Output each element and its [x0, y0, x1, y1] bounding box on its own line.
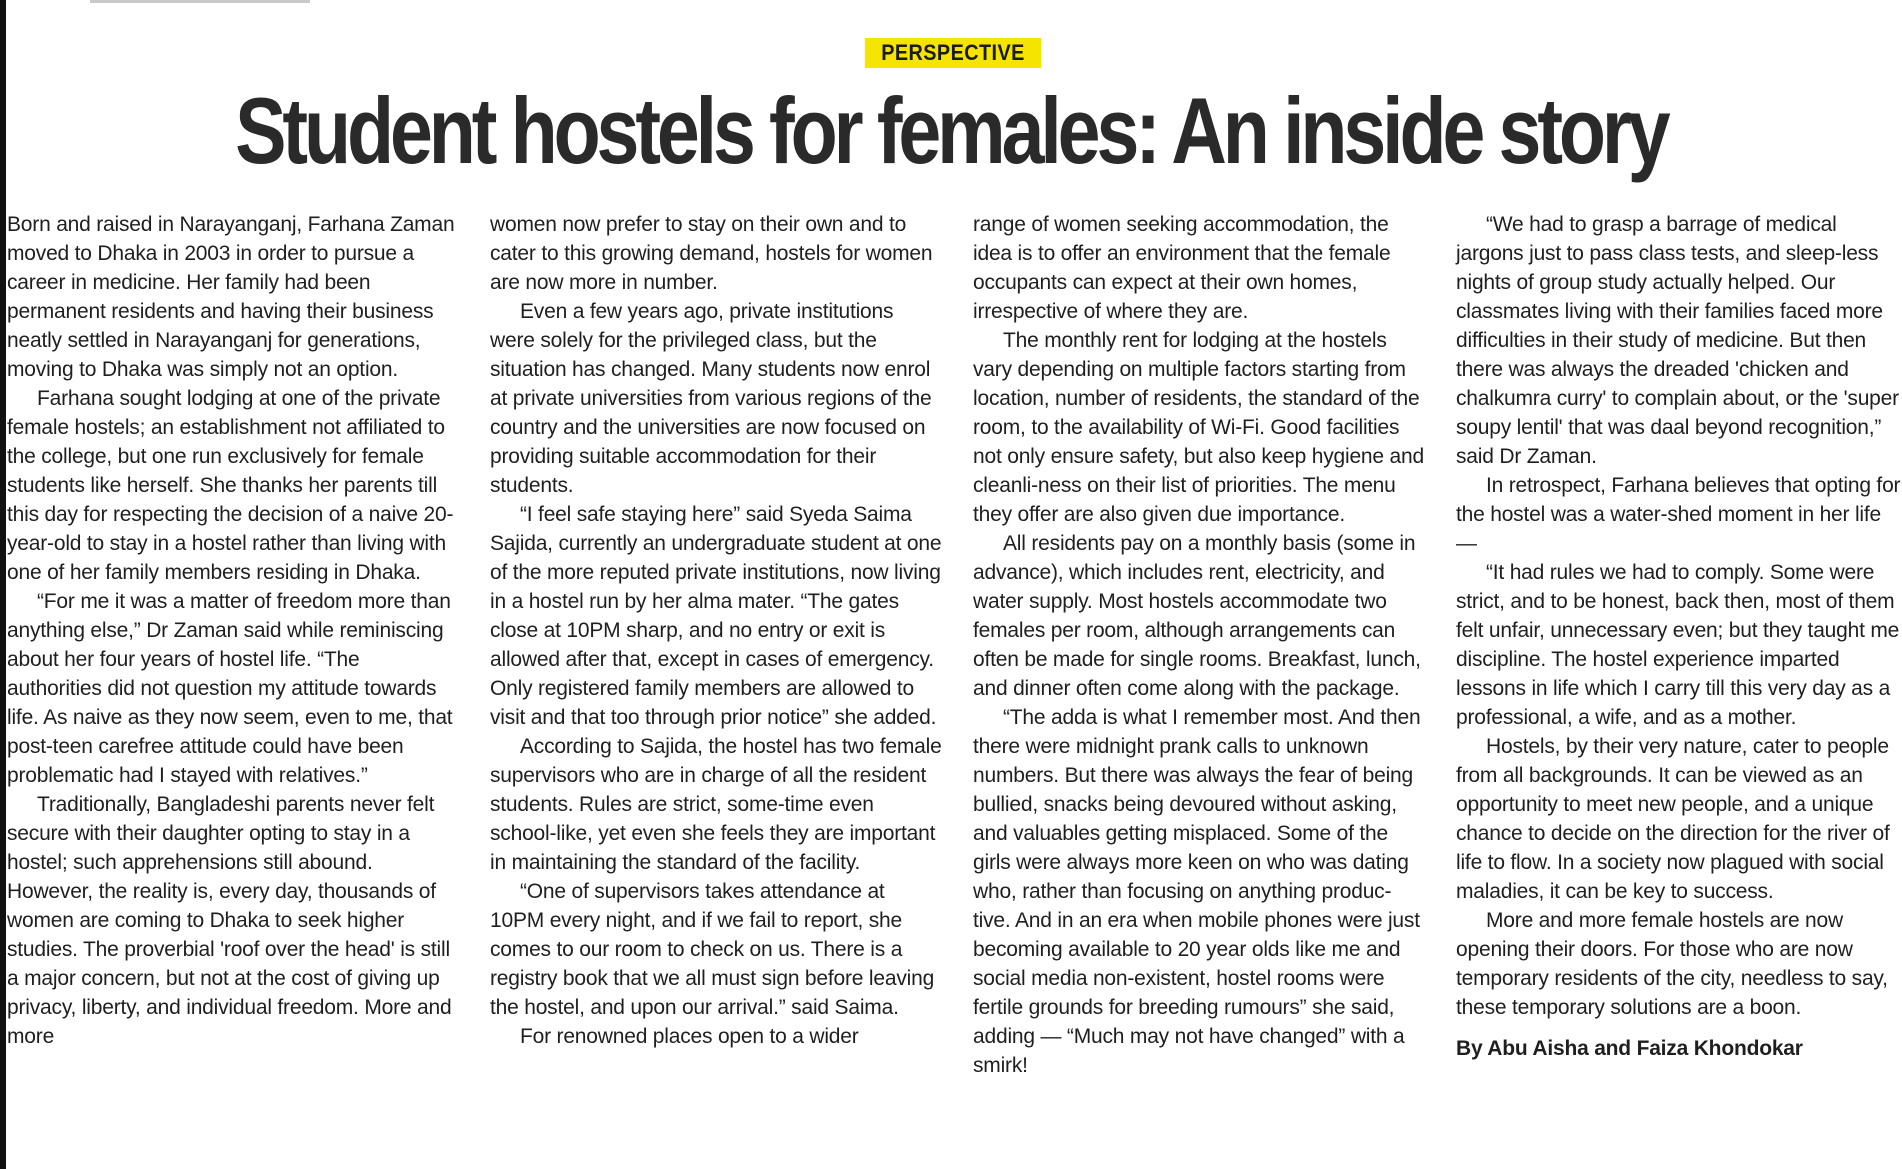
paragraph: For renowned places open to a wider: [520, 1025, 859, 1048]
paragraph: All residents pay on a monthly basis (some in advance), which includes rent, electricity, and water supply. Most hostels accommodate two females per room, although arrangements can often be made for single rooms. Breakfast, lunch, and dinner often come along with the package.: [973, 532, 1421, 700]
article-byline: By Abu Aisha and Faiza Khondokar: [1456, 1037, 1803, 1060]
paragraph: range of women seeking accommodation, the idea is to offer an environment that the female occupants can expect at their own homes, irrespective of where they are.: [973, 213, 1391, 323]
article-headline: Student hostels for females: An inside story: [235, 78, 1667, 183]
article-column-4: [1456, 210, 1902, 1063]
paragraph: In retrospect, Farhana believes that opting for the hostel was a water-shed moment in her life —: [1456, 474, 1901, 555]
paragraph: The monthly rent for lodging at the hostels vary depending on multiple factors starting from location, number of residents, the standard of the room, to the availability of Wi-Fi. Good facilities not only ensure safety, but also keep hygiene and cleanli-ness on their list of priorities. The menu they offer are also given due importance.: [973, 329, 1424, 526]
paragraph: “I feel safe staying here” said Syeda Saima Sajida, currently an undergraduate student at one of the more reputed private institutions, now living in a hostel run by her alma mater. “The gates close at 10PM sharp, and no entry or exit is allowed after that, except in cases of emergency. Only registered family members are allowed to visit and that too through prior notice” she added.: [490, 503, 942, 729]
top-page-strip: [90, 0, 310, 3]
paragraph: women now prefer to stay on their own and to cater to this growing demand, hostels for women are now more in number.: [490, 213, 933, 294]
paragraph: “The adda is what I remember most. And then there were midnight prank calls to unknown numbers. But there was always the fear of being bullied, snacks being devoured without asking, and valuables getting misplaced. Some of the girls were always more keen on who was dating who, rather than focusing on anything produc-tive. And in an era when mobile phones were just becoming available to 20 year olds like me and social media non-existent, hostel rooms were fertile grounds for breeding rumours” she said, adding — “Much may not have changed” with a smirk!: [973, 706, 1421, 1077]
paragraph: Farhana sought lodging at one of the private female hostels; an establishment not affiliated to the college, but one run exclusively for female students like herself. She thanks her parents till this day for respecting the decision of a naive 20-year-old to stay in a hostel rather than living with one of her family members residing in Dhaka.: [7, 387, 454, 584]
article-column-2: [490, 210, 942, 1051]
paragraph: Hostels, by their very nature, cater to people from all backgrounds. It can be viewed as an opportunity to meet new people, and a unique chance to decide on the direction for the river of life to flow. In a society now plagued with social maladies, it can be key to success.: [1456, 735, 1890, 903]
article-column-3: [973, 210, 1425, 1080]
section-kicker-label: PERSPECTIVE: [865, 38, 1041, 68]
left-margin-rule: [0, 0, 6, 1169]
paragraph: “For me it was a matter of freedom more than anything else,” Dr Zaman said while reminiscing about her four years of hostel life. “The authorities did not question my attitude towards life. As naive as they now seem, even to me, that post-teen carefree attitude could have been problematic had I stayed with relatives.”: [7, 590, 453, 787]
paragraph: Traditionally, Bangladeshi parents never felt secure with their daughter opting to stay in a hostel; such apprehensions still abound. However, the reality is, every day, thousands of women are coming to Dhaka to seek higher studies. The proverbial 'roof over the head' is still a major concern, but not at the cost of giving up privacy, liberty, and individual freedom. More and more: [7, 793, 452, 1048]
paragraph: “It had rules we had to comply. Some were strict, and to be honest, back then, most of them felt unfair, unnecessary even; but they taught me discipline. The hostel experience imparted lessons in life which I carry till this very day as a professional, a wife, and as a mother.: [1456, 561, 1900, 729]
paragraph: Even a few years ago, private institutions were solely for the privileged class, but the situation has changed. Many students now enrol at private universities from various regions of the country and the universities are now focused on providing suitable accommodation for their students.: [490, 300, 932, 497]
paragraph: “One of supervisors takes attendance at 10PM every night, and if we fail to report, she comes to our room to check on us. There is a registry book that we all must sign before leaving the hostel, and upon our arrival.” said Saima.: [490, 880, 935, 1019]
paragraph: Born and raised in Narayanganj, Farhana Zaman moved to Dhaka in 2003 in order to pursue a career in medicine. Her family had been permanent residents and having their business neatly settled in Narayanganj for generations, moving to Dhaka was simply not an option.: [7, 213, 455, 381]
article-column-1: [7, 210, 459, 1051]
paragraph: “We had to grasp a barrage of medical jargons just to pass class tests, and sleep-less nights of group study actually helped. Our classmates living with their families faced more difficulties in their study of medicine. But then there was always the dreaded 'chicken and chalkumra curry' to complain about, or the 'super soupy lentil' that was daal beyond recognition,” said Dr Zaman.: [1456, 213, 1899, 468]
paragraph: More and more female hostels are now opening their doors. For those who are now temporary residents of the city, needless to say, these temporary solutions are a boon.: [1456, 909, 1888, 1019]
paragraph: According to Sajida, the hostel has two female supervisors who are in charge of all the resident students. Rules are strict, some-time even school-like, yet even she feels they are important in maintaining the standard of the facility.: [490, 735, 942, 874]
